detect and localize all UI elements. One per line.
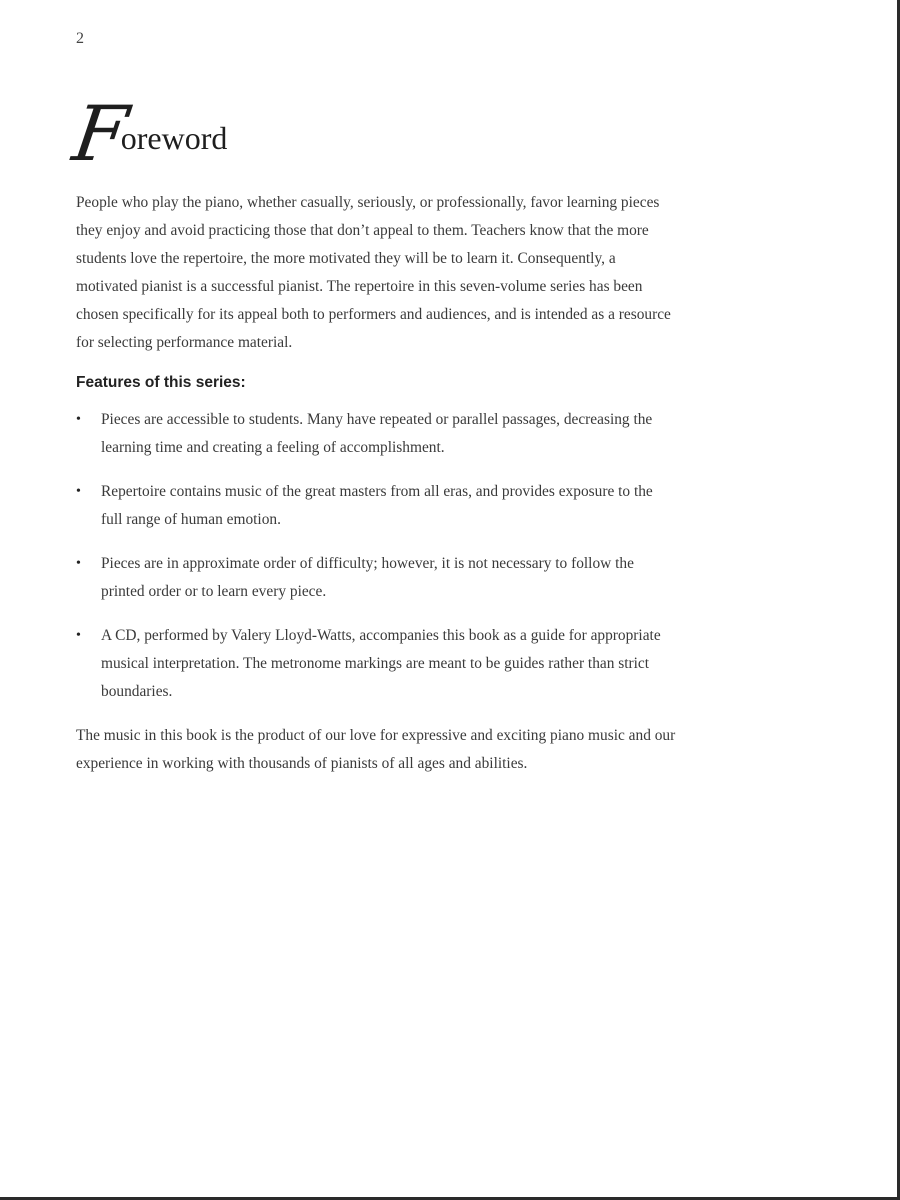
title-rest: oreword xyxy=(120,120,228,156)
page-number: 2 xyxy=(76,30,84,47)
bullet-icon: • xyxy=(76,484,81,499)
closing-paragraph: The music in this book is the product of our love for expressive and exciting piano music and our experience in working with thousands of pianists of all ages and abilities. xyxy=(76,727,676,772)
list-item xyxy=(76,622,676,706)
list-item xyxy=(76,550,676,606)
list-item-text: A CD, performed by Valery Lloyd-Watts, accompanies this book as a guide for appropriate musical interpretation. The metronome markings are meant to be guides rather than strict boundaries. xyxy=(101,627,661,700)
title-initial-letter: F xyxy=(67,89,130,178)
features-heading: Features of this series: xyxy=(76,374,246,391)
list-item-text: Pieces are accessible to students. Many have repeated or parallel passages, decreasing the learning time and creating a feeling of accomplishment. xyxy=(101,411,653,456)
bullet-icon: • xyxy=(76,628,81,643)
features-list xyxy=(76,406,676,722)
bullet-icon: • xyxy=(76,556,81,571)
list-item-text: Pieces are in approximate order of difficulty; however, it is not necessary to follow the printed order or to learn every piece. xyxy=(101,555,634,600)
page-title xyxy=(67,89,228,178)
bullet-icon: • xyxy=(76,412,81,427)
list-item-text: Repertoire contains music of the great masters from all eras, and provides exposure to the full range of human emotion. xyxy=(101,483,653,528)
list-item xyxy=(76,478,676,534)
list-item xyxy=(76,406,676,462)
intro-paragraph: People who play the piano, whether casually, seriously, or professionally, favor learning pieces they enjoy and avoid practicing those that don’t appeal to them. Teachers know that the more students love the repertoire, the more motivated they will be to learn it. Consequently, a motivated pianist is a successful pianist. The repertoire in this seven-volume series has been chosen specifically for its appeal both to performers and audiences, and is intended as a resource for selecting performance material. xyxy=(76,194,671,351)
